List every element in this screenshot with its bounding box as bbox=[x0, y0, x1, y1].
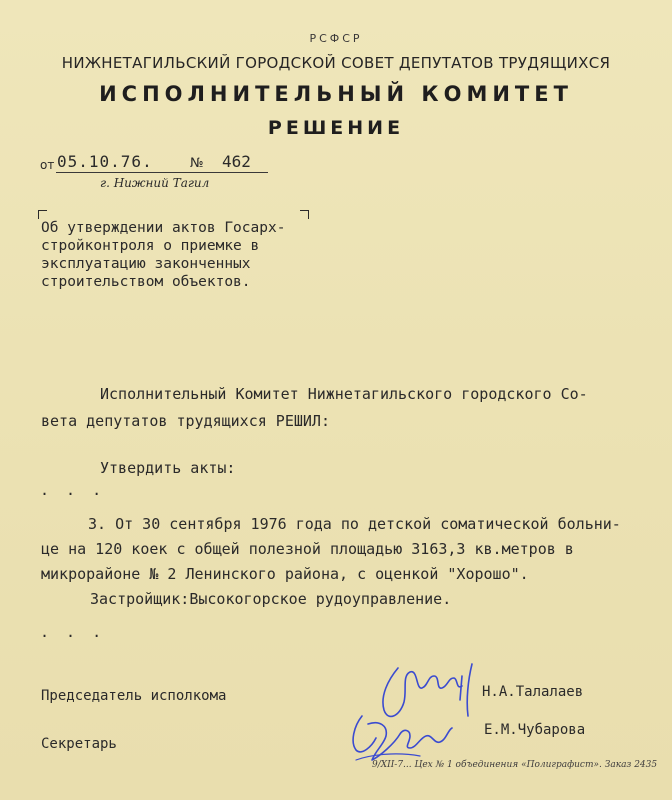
item-line-2: це на 120 коек с общей полезной площадью 3163,3 кв.метров в bbox=[41, 540, 574, 558]
decision-number: 462 bbox=[222, 152, 251, 171]
item-line-3: микрорайоне № 2 Ленинского района, с оценкой "Хорошо". bbox=[41, 565, 529, 583]
developer-line: Застройщик:Высокогорское рудоуправление. bbox=[90, 590, 452, 608]
subject-bracket-left-v bbox=[38, 210, 39, 219]
date-underline bbox=[56, 172, 268, 173]
committee-title: ИСПОЛНИТЕЛЬНЫЙ КОМИТЕТ bbox=[99, 82, 573, 106]
document-type: РЕШЕНИЕ bbox=[267, 117, 405, 139]
item-line-1: 3. От 30 сентября 1976 года по детской соматической больни- bbox=[88, 515, 621, 533]
city-label: г. Нижний Тагил bbox=[100, 176, 210, 190]
date-prefix: от bbox=[40, 158, 55, 172]
decision-date: 05.10.76. bbox=[57, 152, 153, 171]
subject-bracket-right-v bbox=[308, 210, 309, 219]
body-line-1: Исполнительный Комитет Нижнетагильского городского Со- bbox=[100, 385, 588, 403]
organization-name: НИЖНЕТАГИЛЬСКИЙ ГОРОДСКОЙ СОВЕТ ДЕПУТАТОВ ТРУДЯЩИХСЯ bbox=[61, 54, 611, 72]
ellipsis-2: . . . bbox=[40, 623, 106, 641]
secretary-name: Е.М.Чубарова bbox=[484, 722, 586, 738]
decision-subject: Об утверждении актов Госарх- стройконтроля о приемке в эксплуатацию законченных строительством объектов. bbox=[41, 220, 286, 290]
approve-line: Утвердить акты: bbox=[100, 459, 236, 477]
body-line-2: вета депутатов трудящихся РЕШИЛ: bbox=[41, 412, 330, 430]
number-sign: № bbox=[190, 156, 204, 171]
secretary-signature bbox=[353, 716, 452, 760]
ellipsis-1: . . . bbox=[40, 481, 106, 499]
republic-label: РСФСР bbox=[309, 32, 363, 45]
printer-imprint: 9/XII-7... Цех № 1 объединения «Полиграфист». Заказ 2435 bbox=[372, 760, 658, 770]
chair-signature bbox=[383, 664, 472, 716]
subject-bracket-left bbox=[38, 210, 47, 211]
chair-name: Н.А.Талалаев bbox=[482, 684, 584, 700]
secretary-title: Секретарь bbox=[41, 736, 117, 752]
chair-title: Председатель исполкома bbox=[41, 688, 227, 704]
